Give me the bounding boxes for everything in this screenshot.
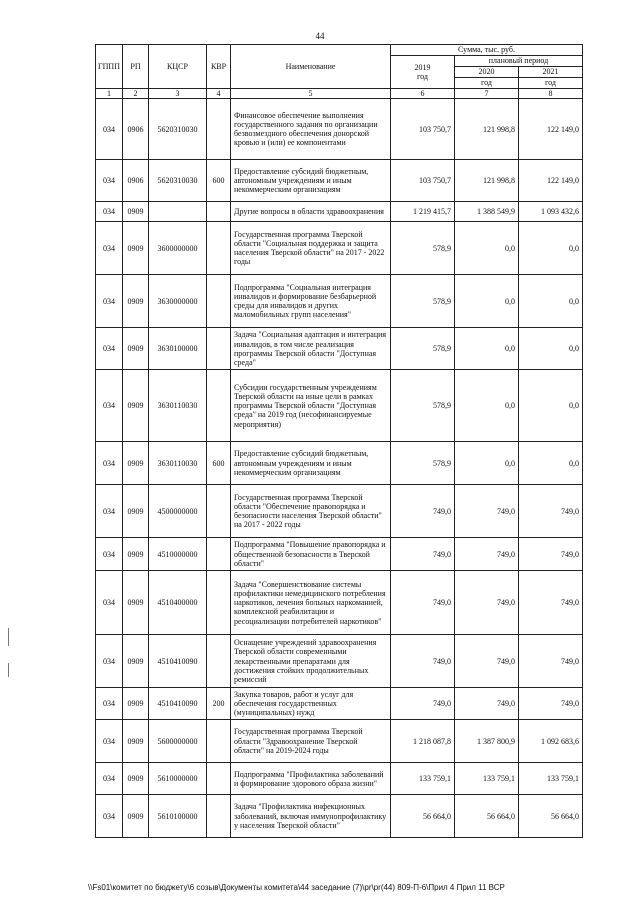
cell-kvr <box>207 720 231 763</box>
cell-kvr <box>207 795 231 838</box>
cell-kcsr: 3630100000 <box>149 328 207 370</box>
cell-rp: 0909 <box>123 222 149 275</box>
cell-rp: 0906 <box>123 99 149 160</box>
cell-kcsr: 5610000000 <box>149 763 207 795</box>
cell-amount-2021: 133 759,1 <box>519 763 583 795</box>
cell-amount-2021: 0,0 <box>519 275 583 328</box>
table-row <box>96 370 583 442</box>
cell-rp: 0909 <box>123 538 149 571</box>
cell-amount-2020: 749,0 <box>455 485 519 538</box>
header-kcsr: КЦСР <box>149 45 207 89</box>
table-row <box>96 202 583 222</box>
cell-amount-2021: 1 093 432,6 <box>519 202 583 222</box>
cell-kcsr: 5600000000 <box>149 720 207 763</box>
cell-kcsr: 3630000000 <box>149 275 207 328</box>
cell-amount-2021: 0,0 <box>519 442 583 485</box>
cell-name: Задача "Профилактика инфекционных заболеваний, включая иммунопрофилактику у населения Тверской области" <box>231 795 391 838</box>
header-year-2021: 2021 <box>519 67 583 78</box>
cell-gppp: 034 <box>96 688 123 720</box>
cell-amount-2020: 0,0 <box>455 328 519 370</box>
cell-kcsr: 3630110030 <box>149 370 207 442</box>
page-number: 44 <box>315 31 325 41</box>
cell-amount-2021: 0,0 <box>519 328 583 370</box>
cell-amount-2021: 749,0 <box>519 485 583 538</box>
cell-rp: 0909 <box>123 795 149 838</box>
cell-kcsr: 4500000000 <box>149 485 207 538</box>
cell-amount-2019: 578,9 <box>391 370 455 442</box>
cell-amount-2020: 749,0 <box>455 538 519 571</box>
cell-name: Финансовое обеспечение выполнения государственного задания по организации безвозмездного обеспечения донорской кровью и (или) ее компонентами <box>231 99 391 160</box>
cell-kvr <box>207 222 231 275</box>
cell-amount-2020: 0,0 <box>455 222 519 275</box>
cell-amount-2019: 103 750,7 <box>391 99 455 160</box>
header-rp: РП <box>123 45 149 89</box>
header-plan-period: плановый период <box>455 56 583 67</box>
header-kvr: КВР <box>207 45 231 89</box>
cell-amount-2021: 749,0 <box>519 688 583 720</box>
cell-amount-2020: 0,0 <box>455 370 519 442</box>
cell-amount-2021: 56 664,0 <box>519 795 583 838</box>
table-row <box>96 328 583 370</box>
cell-amount-2019: 749,0 <box>391 688 455 720</box>
cell-gppp: 034 <box>96 275 123 328</box>
cell-amount-2021: 0,0 <box>519 370 583 442</box>
header-gppp: ГППП <box>96 45 123 89</box>
cell-amount-2020: 133 759,1 <box>455 763 519 795</box>
header-year-2020-god: год <box>455 78 519 89</box>
cell-name: Другие вопросы в области здравоохранения <box>231 202 391 222</box>
table-row <box>96 720 583 763</box>
cell-kvr: 600 <box>207 160 231 202</box>
cell-kvr <box>207 485 231 538</box>
cell-rp: 0909 <box>123 328 149 370</box>
cell-gppp: 034 <box>96 99 123 160</box>
column-number: 2 <box>123 89 149 99</box>
table-row <box>96 571 583 635</box>
cell-gppp: 034 <box>96 635 123 688</box>
cell-kvr <box>207 99 231 160</box>
cell-rp: 0909 <box>123 485 149 538</box>
cell-kcsr: 4510410090 <box>149 688 207 720</box>
cell-kvr <box>207 275 231 328</box>
table-row <box>96 275 583 328</box>
cell-kcsr: 4510410090 <box>149 635 207 688</box>
cell-kcsr <box>149 202 207 222</box>
cell-name: Подпрограмма "Повышение правопорядка и общественной безопасности в Тверской области" <box>231 538 391 571</box>
cell-name: Подпрограмма "Профилактика заболеваний и формирование здорового образа жизни" <box>231 763 391 795</box>
cell-gppp: 034 <box>96 571 123 635</box>
cell-kvr <box>207 370 231 442</box>
cell-gppp: 034 <box>96 442 123 485</box>
cell-kcsr: 4510000000 <box>149 538 207 571</box>
cell-amount-2019: 749,0 <box>391 485 455 538</box>
table-row <box>96 795 583 838</box>
cell-kvr <box>207 538 231 571</box>
table-row <box>96 442 583 485</box>
cell-amount-2019: 578,9 <box>391 442 455 485</box>
column-number: 1 <box>96 89 123 99</box>
footer-file-path: \\Fs01\комитет по бюджету\6 созыв\Документы комитета\44 заседание (7)\pr\pr(44) 809-П-6\Прил 4 Прил 11 ВСР <box>88 883 505 892</box>
cell-amount-2019: 578,9 <box>391 328 455 370</box>
cell-gppp: 034 <box>96 160 123 202</box>
cell-gppp: 034 <box>96 538 123 571</box>
cell-name: Государственная программа Тверской области "Здравоохранение Тверской области" на 2019-2024 годы <box>231 720 391 763</box>
column-number: 5 <box>231 89 391 99</box>
cell-amount-2021: 1 092 683,6 <box>519 720 583 763</box>
header-name: Наименование <box>231 45 391 89</box>
cell-amount-2019: 133 759,1 <box>391 763 455 795</box>
table-row <box>96 635 583 688</box>
budget-table <box>95 44 583 838</box>
cell-kcsr: 4510400000 <box>149 571 207 635</box>
cell-kvr <box>207 328 231 370</box>
cell-gppp: 034 <box>96 795 123 838</box>
cell-amount-2021: 749,0 <box>519 571 583 635</box>
cell-name: Субсидии государственным учреждениям Тверской области на иные цели в рамках программы Тверской области "Доступная среда" на 2019 год (несофинансируемые мероприятия) <box>231 370 391 442</box>
cell-kvr <box>207 635 231 688</box>
cell-name: Предоставление субсидий бюджетным, автономным учреждениям и иным некоммерческим организациям <box>231 160 391 202</box>
cell-rp: 0909 <box>123 370 149 442</box>
cell-amount-2019: 578,9 <box>391 222 455 275</box>
cell-name: Оснащение учреждений здравоохранения Тверской области современными лекарственными препаратами для достижения стойких продолжительных ремиссий <box>231 635 391 688</box>
header-sum: Сумма, тыс. руб. <box>391 45 583 56</box>
column-number: 4 <box>207 89 231 99</box>
cell-amount-2020: 1 388 549,9 <box>455 202 519 222</box>
cell-amount-2019: 749,0 <box>391 571 455 635</box>
cell-kvr <box>207 202 231 222</box>
cell-rp: 0909 <box>123 763 149 795</box>
cell-name: Закупка товаров, работ и услуг для обеспечения государственных (муниципальных) нужд <box>231 688 391 720</box>
margin-mark <box>8 663 9 677</box>
header-year-2019-god: год <box>417 72 428 81</box>
cell-amount-2020: 749,0 <box>455 635 519 688</box>
cell-gppp: 034 <box>96 485 123 538</box>
cell-kvr <box>207 571 231 635</box>
cell-gppp: 034 <box>96 202 123 222</box>
cell-amount-2021: 0,0 <box>519 222 583 275</box>
cell-amount-2021: 749,0 <box>519 635 583 688</box>
cell-kvr <box>207 763 231 795</box>
cell-amount-2019: 749,0 <box>391 635 455 688</box>
cell-amount-2020: 0,0 <box>455 275 519 328</box>
cell-rp: 0909 <box>123 635 149 688</box>
cell-amount-2020: 56 664,0 <box>455 795 519 838</box>
cell-rp: 0909 <box>123 275 149 328</box>
cell-rp: 0909 <box>123 571 149 635</box>
cell-amount-2020: 0,0 <box>455 442 519 485</box>
cell-rp: 0909 <box>123 442 149 485</box>
cell-amount-2019: 1 218 087,8 <box>391 720 455 763</box>
cell-kvr: 200 <box>207 688 231 720</box>
cell-amount-2019: 56 664,0 <box>391 795 455 838</box>
header-year-2020: 2020 <box>455 67 519 78</box>
header-year-2019-value: 2019 <box>414 62 431 72</box>
column-number: 7 <box>455 89 519 99</box>
cell-amount-2019: 103 750,7 <box>391 160 455 202</box>
column-number: 6 <box>391 89 455 99</box>
cell-gppp: 034 <box>96 222 123 275</box>
cell-rp: 0909 <box>123 202 149 222</box>
cell-amount-2020: 121 998,8 <box>455 160 519 202</box>
cell-name: Подпрограмма "Социальная интеграция инвалидов и формирование безбарьерной среды для инвалидов и других маломобильных групп населения" <box>231 275 391 328</box>
cell-kvr: 600 <box>207 442 231 485</box>
cell-gppp: 034 <box>96 328 123 370</box>
cell-gppp: 034 <box>96 763 123 795</box>
cell-name: Предоставление субсидий бюджетным, автономным учреждениям и иным некоммерческим организациям <box>231 442 391 485</box>
cell-amount-2019: 1 219 415,7 <box>391 202 455 222</box>
cell-kcsr: 5620310030 <box>149 99 207 160</box>
cell-kcsr: 5610100000 <box>149 795 207 838</box>
cell-kcsr: 3600000000 <box>149 222 207 275</box>
cell-name: Государственная программа Тверской области "Социальная поддержка и защита населения Тверской области" на 2017 - 2022 годы <box>231 222 391 275</box>
table-row <box>96 99 583 160</box>
cell-rp: 0906 <box>123 160 149 202</box>
column-number: 8 <box>519 89 583 99</box>
cell-kcsr: 5620310030 <box>149 160 207 202</box>
cell-amount-2021: 122 149,0 <box>519 160 583 202</box>
cell-amount-2020: 1 387 800,9 <box>455 720 519 763</box>
cell-kcsr: 3630110030 <box>149 442 207 485</box>
cell-amount-2020: 121 998,8 <box>455 99 519 160</box>
cell-amount-2021: 122 149,0 <box>519 99 583 160</box>
cell-name: Государственная программа Тверской области "Обеспечение правопорядка и безопасности населения Тверской области" на 2017 - 2022 годы <box>231 485 391 538</box>
header-year-2021-god: год <box>519 78 583 89</box>
table-row <box>96 688 583 720</box>
margin-mark <box>8 628 9 646</box>
table-row <box>96 538 583 571</box>
table-row <box>96 485 583 538</box>
header-year-2019 <box>391 56 455 89</box>
cell-amount-2020: 749,0 <box>455 571 519 635</box>
cell-amount-2019: 578,9 <box>391 275 455 328</box>
cell-amount-2019: 749,0 <box>391 538 455 571</box>
cell-rp: 0909 <box>123 688 149 720</box>
cell-name: Задача "Социальная адаптация и интеграция инвалидов, в том числе реализация программы Тверской области "Доступная среда" <box>231 328 391 370</box>
cell-amount-2021: 749,0 <box>519 538 583 571</box>
cell-gppp: 034 <box>96 720 123 763</box>
cell-name: Задача "Совершенствование системы профилактики немедицинского потребления наркотиков, лечения больных наркоманией, комплексной реабилитации и ресоциализации потребителей наркотиков" <box>231 571 391 635</box>
table-row <box>96 222 583 275</box>
cell-amount-2020: 749,0 <box>455 688 519 720</box>
table-row <box>96 160 583 202</box>
table-row <box>96 763 583 795</box>
cell-rp: 0909 <box>123 720 149 763</box>
column-number: 3 <box>149 89 207 99</box>
cell-gppp: 034 <box>96 370 123 442</box>
